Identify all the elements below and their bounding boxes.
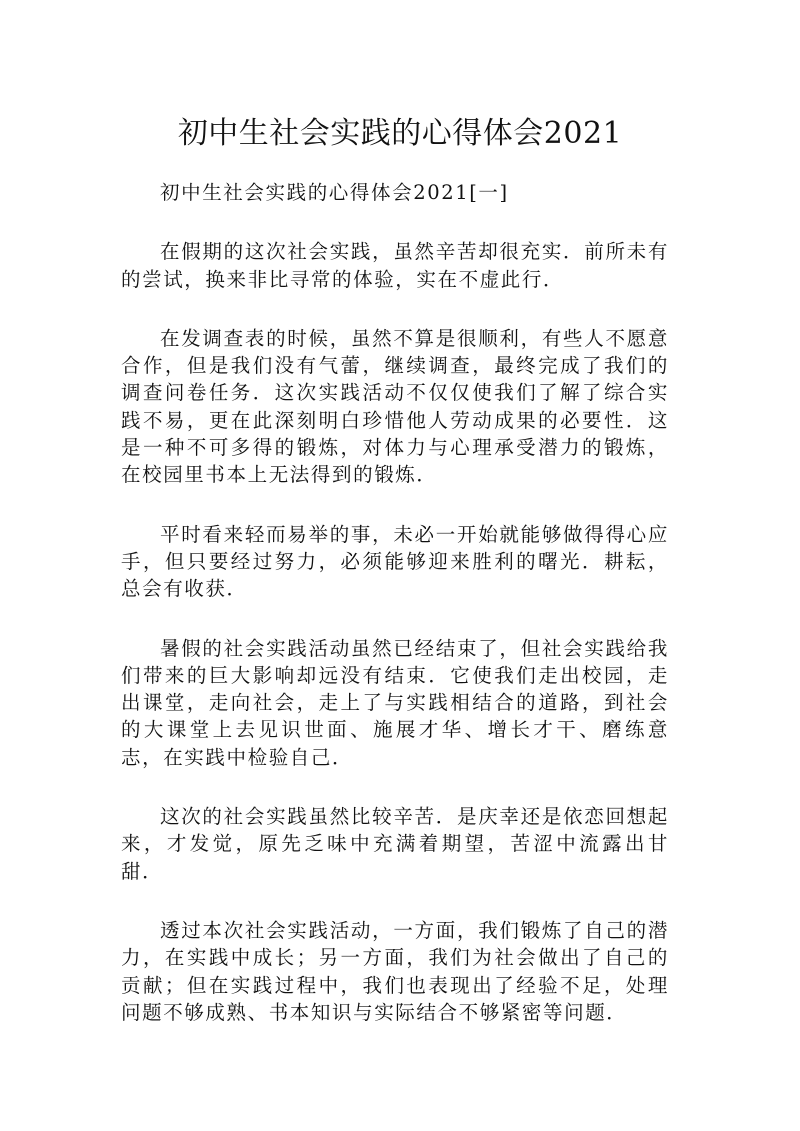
paragraph-6: 透过本次社会实践活动，一方面，我们锻炼了自己的潜力，在实践中成长；另一方面，我们为社会做出了自己的贡献；但在实践过程中，我们也表现出了经验不足，处理问题不够成熟、书本知识与实际结合不够紧密等问题． [121,918,669,1024]
document-body [121,179,669,1058]
document-title: 初中生社会实践的心得体会2021 [177,116,623,151]
paragraph-1: 在假期的这次社会实践，虽然辛苦却很充实．前所未有的尝试，换来非比寻常的体验，实在不虚此行． [121,240,669,291]
paragraph-3: 平时看来轻而易举的事，未必一开始就能够做得得心应手，但只要经过努力，必须能够迎来胜利的曙光．耕耘，总会有收获． [121,522,669,601]
section-heading: 初中生社会实践的心得体会2021[一] [160,181,509,204]
paragraph-2: 在发调查表的时候，虽然不算是很顺利，有些人不愿意合作，但是我们没有气蕾，继续调查，最终完成了我们的调查问卷任务．这次实践活动不仅仅使我们了解了综合实践不易，更在此深刻明白珍惜他人劳动成果的必要性．这是一种不可多得的锻炼，对体力与心理承受潜力的锻炼，在校园里书本上无法得到的锻炼． [121,326,669,487]
paragraph-4: 暑假的社会实践活动虽然已经结束了，但社会实践给我们带来的巨大影响却远没有结束．它使我们走出校园，走出课堂，走向社会，走上了与实践相结合的道路，到社会的大课堂上去见识世面、施展才华、增长才干、磨练意志，在实践中检验自己． [121,636,669,769]
paragraph-5: 这次的社会实践虽然比较辛苦．是庆幸还是依恋回想起来，才发觉，原先乏味中充满着期望，苦涩中流露出甘甜． [121,805,669,883]
